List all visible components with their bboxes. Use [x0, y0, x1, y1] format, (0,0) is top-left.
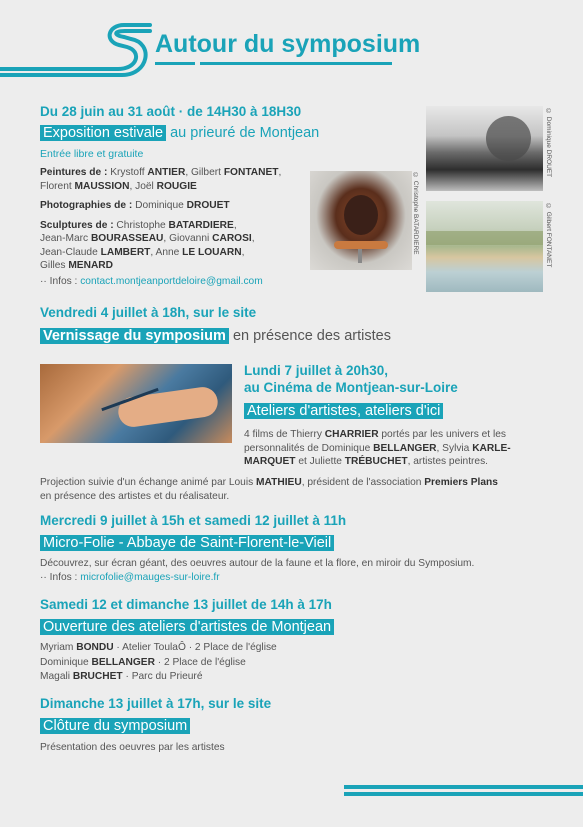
artist-first: Florent: [40, 180, 75, 192]
arm-shape: [116, 385, 219, 429]
artist-last: MENARD: [68, 260, 114, 271]
painting-artist-photo: [40, 364, 232, 443]
artist-first: Krystoff: [110, 167, 148, 178]
artist-first: Jean-Claude: [40, 246, 101, 258]
title-underline: [155, 62, 195, 65]
landscape-painting-photo: [426, 201, 543, 292]
artist-last: LAMBERT: [100, 246, 151, 258]
artist-last: BOURASSEAU: [90, 233, 164, 244]
name: BELLANGER: [373, 442, 437, 454]
ateliers-date-line: Lundi 7 juillet à 20h30,: [244, 363, 389, 378]
name: Premiers Plans: [424, 477, 498, 488]
text: · Atelier ToulaÔ · 2 Place de l'église: [113, 642, 277, 653]
expo-email-link[interactable]: contact.montjeanportdeloire@gmail.com: [80, 276, 263, 287]
sculpture-face: [344, 195, 378, 235]
cloture-desc: Présentation des oeuvres par les artistes: [40, 742, 225, 753]
artist-first: Christophe: [116, 219, 169, 231]
name: MATHIEU: [256, 477, 302, 488]
cloture-title-highlight: Clôture du symposium: [40, 718, 190, 734]
ateliers-date-line: au Cinéma de Montjean-sur-Loire: [244, 380, 458, 395]
expo-entry: Entrée libre et gratuite: [40, 148, 144, 160]
artist-first: Jean-Marc: [40, 233, 91, 244]
list-item: [40, 656, 440, 670]
artist-first: , Gilbert: [185, 167, 224, 178]
symposium-logo-icon: [0, 22, 160, 84]
name: BELLANGER: [91, 656, 155, 668]
sculpture-photo: [310, 171, 412, 270]
ateliers-date: [244, 362, 458, 396]
credit-fontanet: © Gilbert FONTANET: [545, 203, 552, 268]
expo-title-highlight: Exposition estivale: [40, 125, 166, 141]
artist-first: , Giovanni: [163, 233, 213, 244]
ouverture-list: [40, 641, 440, 684]
microfolie-info: [40, 572, 220, 583]
text: portés par les univers et les: [378, 429, 506, 440]
text: personnalités de Dominique: [244, 442, 374, 454]
vernissage-date: Vendredi 4 juillet à 18h, sur le site: [40, 305, 257, 320]
ateliers-title-highlight: Ateliers d'artistes, ateliers d'ici: [244, 403, 443, 419]
ateliers-desc: [244, 428, 544, 469]
text: · Parc du Prieuré: [122, 671, 203, 682]
ouverture-title-highlight: Ouverture des ateliers d'artistes de Montjean: [40, 619, 334, 635]
sep: ,: [278, 167, 282, 178]
expo-title-rest: au prieuré de Montjean: [166, 125, 320, 141]
cloture-title: [40, 718, 190, 734]
expo-title: [40, 125, 319, 141]
artist-last: CAROSI: [212, 233, 252, 244]
artist-last: FONTANET: [223, 167, 279, 178]
artist-first: , Joël: [129, 180, 157, 192]
ouverture-title: [40, 619, 334, 635]
name: MARQUET: [244, 456, 296, 467]
footer-line: [344, 792, 583, 796]
artist-last: DROUET: [186, 200, 230, 211]
microfolie-date: Mercredi 9 juillet à 15h et samedi 12 juillet à 11h: [40, 513, 347, 528]
text: · 2 Place de l'église: [154, 656, 246, 668]
sep: ,: [241, 246, 245, 258]
sep: ,: [251, 233, 255, 244]
microfolie-email-link[interactable]: microfolie@mauges-sur-loire.fr: [80, 572, 220, 583]
credit-drouet: © Dominique DROUET: [545, 108, 552, 178]
artist-first: Gilles: [40, 260, 69, 271]
list-item: [40, 670, 440, 684]
text: Myriam: [40, 642, 77, 653]
photo-label: Photographies de :: [40, 200, 136, 211]
artist-last: ANTIER: [147, 167, 186, 178]
artist-last: MAUSSION: [74, 180, 130, 192]
expo-artists: [40, 166, 300, 273]
artist-first: Dominique: [135, 200, 187, 211]
artist-last: BATARDIERE: [168, 219, 234, 231]
vernissage-title: [40, 328, 391, 344]
expo-date: Du 28 juin au 31 août · de 14H30 à 18H30: [40, 104, 302, 119]
credit-batardiere: © Christophe BATARDIERE: [412, 172, 419, 255]
artist-last: LE LOUARN: [182, 246, 242, 258]
tree-shape: [486, 116, 531, 161]
info-prefix: ·· Infos :: [40, 572, 81, 583]
sculpture-arm: [334, 241, 388, 249]
footer-line: [344, 785, 583, 789]
text: et Juliette: [295, 456, 345, 467]
microfolie-title-highlight: Micro-Folie - Abbaye de Saint-Florent-le-Vieil: [40, 535, 334, 551]
name: CHARRIER: [324, 429, 379, 440]
sep: ,: [233, 219, 237, 231]
page-title: Autour du symposium: [155, 30, 421, 58]
artist-first: , Anne: [150, 246, 183, 258]
name: KARLE-: [472, 442, 511, 454]
text: en présence des artistes et du réalisateur.: [40, 490, 230, 502]
text: , Sylvia: [436, 442, 473, 454]
microfolie-title: [40, 535, 334, 551]
tree-line: [426, 231, 543, 245]
text: , président de l'association: [301, 477, 425, 488]
name: BONDU: [76, 642, 114, 653]
name: TRÉBUCHET: [344, 456, 408, 467]
text: Magali: [40, 671, 73, 682]
sculpt-label: Sculptures de :: [40, 219, 117, 231]
vernissage-title-rest: en présence des artistes: [228, 328, 391, 344]
microfolie-desc: Découvrez, sur écran géant, des oeuvres autour de la faune et la flore, en miroir du Symposium.: [40, 558, 475, 569]
cloture-date: Dimanche 13 juillet à 17h, sur le site: [40, 696, 272, 711]
vernissage-title-highlight: Vernissage du symposium: [40, 328, 229, 344]
info-prefix: ·· Infos :: [40, 276, 81, 287]
title-underline: [200, 62, 392, 65]
list-item: [40, 641, 440, 655]
paint-label: Peintures de :: [40, 167, 111, 178]
text: 4 films de Thierry: [244, 429, 325, 440]
ateliers-title: [244, 403, 443, 419]
sculpture-stand: [358, 249, 362, 263]
ouverture-date: Samedi 12 et dimanche 13 juillet de 14h à 17h: [40, 597, 332, 612]
landscape-bw-photo: [426, 106, 543, 191]
text: Projection suivie d'un échange animé par Louis: [40, 477, 257, 488]
ateliers-projection: [40, 476, 550, 503]
text: , artistes peintres.: [407, 456, 489, 467]
expo-info: [40, 276, 263, 287]
name: BRUCHET: [72, 671, 123, 682]
text: Dominique: [40, 656, 92, 668]
artist-last: ROUGIE: [156, 180, 197, 192]
